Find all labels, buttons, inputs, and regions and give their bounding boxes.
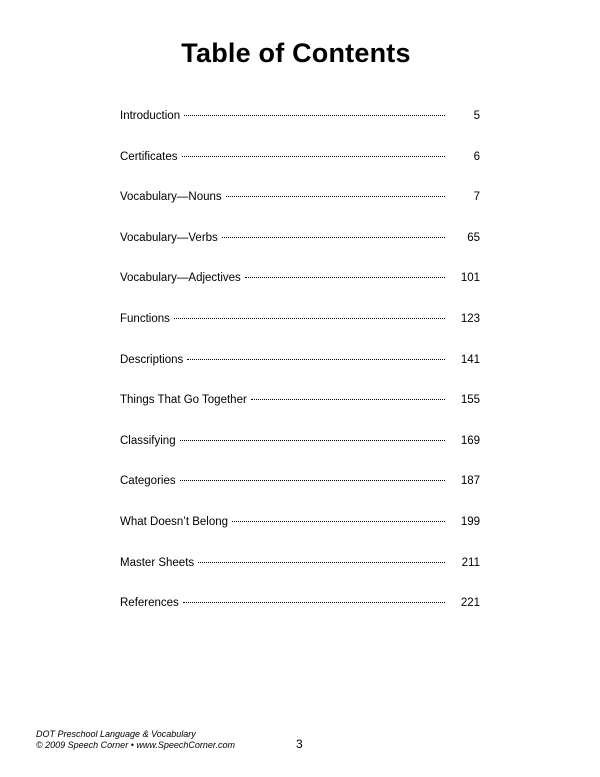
toc-entry-label: Master Sheets xyxy=(120,556,195,569)
toc-entry-page: 7 xyxy=(473,191,480,204)
toc-entry-label: Categories xyxy=(120,475,176,488)
footer-copyright: © 2009 Speech Corner • www.SpeechCorner.com xyxy=(36,740,236,750)
footer-credits xyxy=(36,729,235,751)
dot-leader xyxy=(183,602,445,603)
toc-entry xyxy=(120,391,480,432)
toc-entry xyxy=(120,594,480,635)
dot-leader xyxy=(222,237,445,238)
toc-entry xyxy=(120,513,480,554)
dot-leader xyxy=(174,318,445,319)
toc-entry-page: 123 xyxy=(460,312,480,325)
dot-leader xyxy=(226,196,445,197)
footer-book-title: DOT Preschool Language & Vocabulary xyxy=(36,729,196,739)
dot-leader xyxy=(182,156,445,157)
toc-entry-label: Classifying xyxy=(120,434,176,447)
toc-entry xyxy=(120,554,480,595)
toc-entry-page: 169 xyxy=(460,434,480,447)
page-title: Table of Contents xyxy=(181,38,411,68)
toc-entry xyxy=(120,310,480,351)
toc-entry-page: 221 xyxy=(460,597,480,610)
page-number: 3 xyxy=(296,737,303,751)
toc-entry-page: 65 xyxy=(467,231,480,244)
toc-entry-page: 6 xyxy=(473,150,480,163)
toc-entry xyxy=(120,229,480,270)
toc-entry-label: Descriptions xyxy=(120,353,184,366)
dot-leader xyxy=(245,277,445,278)
toc-entry-page: 211 xyxy=(461,556,480,569)
dot-leader xyxy=(198,562,445,563)
toc-entry-label: Certificates xyxy=(120,150,178,163)
toc-entry-page: 101 xyxy=(460,272,480,285)
dot-leader xyxy=(187,359,445,360)
toc-entry xyxy=(120,188,480,229)
toc-entry-label: Vocabulary—Adjectives xyxy=(120,272,241,285)
toc-entry-label: Introduction xyxy=(120,110,181,122)
toc-entry xyxy=(120,432,480,473)
table-of-contents xyxy=(120,107,480,635)
dot-leader xyxy=(180,480,445,481)
dot-leader xyxy=(184,115,445,116)
toc-entry-page: 199 xyxy=(460,515,480,528)
toc-entry xyxy=(120,472,480,513)
toc-entry xyxy=(120,148,480,189)
toc-entry-page: 141 xyxy=(460,353,480,366)
toc-entry-label: Things That Go Together xyxy=(120,394,247,407)
toc-entry-label: References xyxy=(120,597,179,610)
toc-entry-page: 5 xyxy=(473,110,480,122)
toc-entry xyxy=(120,107,480,148)
dot-leader xyxy=(251,399,445,400)
toc-entry xyxy=(120,351,480,392)
toc-entry-label: What Doesn’t Belong xyxy=(120,515,229,528)
toc-entry-page: 187 xyxy=(460,475,480,488)
toc-entry xyxy=(120,269,480,310)
dot-leader xyxy=(232,521,445,522)
toc-entry-label: Functions xyxy=(120,312,170,325)
toc-entry-label: Vocabulary—Nouns xyxy=(120,191,222,204)
dot-leader xyxy=(180,440,445,441)
toc-entry-label: Vocabulary—Verbs xyxy=(120,231,218,244)
toc-entry-page: 155 xyxy=(460,394,480,407)
